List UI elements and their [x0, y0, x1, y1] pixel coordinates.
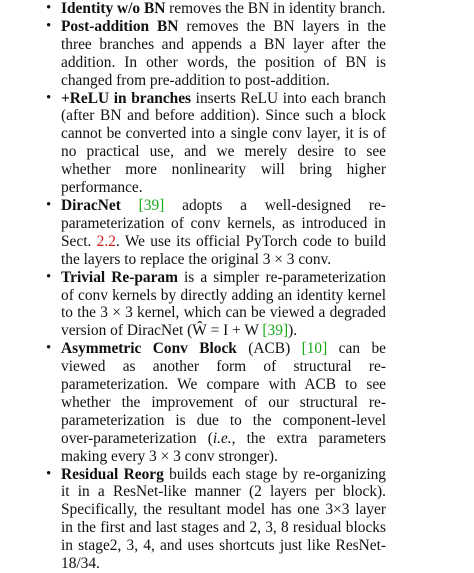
list-item-residual-reorg	[46, 466, 386, 573]
item-text: removes the BN in identity branch.	[165, 0, 386, 17]
item-text: is a simpler re-parameterization of conv kernels by directly adding an identity kernel to the 3 × 3 kernel, which can be viewed a degraded version of DiracNet (Ŵ = I + W	[61, 268, 386, 340]
italic-text: i.e.	[212, 429, 232, 447]
section-ref-link[interactable]: 2.2	[96, 232, 116, 250]
list-item-identity-wo-bn	[46, 0, 386, 18]
list-item-trivial-reparam	[46, 269, 386, 341]
item-text: (ACB)	[236, 340, 302, 358]
citation-link[interactable]: [39]	[262, 322, 289, 340]
list-item-diracnet	[46, 197, 386, 269]
item-text: builds each stage by re-organizing it in a ResNet-like manner (2 layers per block). Specifically, the resultant model has one 3×3 layer in the first and last stages and 2, 3, 8 residual blocks in stage2, 3, 4, and uses shortcuts just like ResNet-18/34.	[61, 465, 387, 573]
bullet-dot: •	[46, 196, 52, 213]
term-label: Residual Reorg	[61, 465, 164, 483]
item-text: can be viewed as another form of structural re-parameterization. We compare with ACB to see whether the improvement of our structural re-parameterization is due to the component-level over-parameterization (	[61, 340, 386, 447]
list-item-post-addition-bn	[46, 18, 386, 90]
term-label: Asymmetric Conv Block	[61, 340, 237, 358]
term-label: Post-addition BN	[61, 17, 179, 35]
bullet-dot: •	[46, 89, 52, 106]
bullet-dot: •	[46, 17, 52, 34]
bullet-dot: •	[46, 465, 52, 482]
item-text: ).	[288, 322, 298, 340]
item-text: removes the BN layers in the three branches and appends a BN layer after the addition. In other words, the position of BN is changed from pre-addition to post-addition.	[61, 17, 386, 89]
term-label: +ReLU in branches	[61, 89, 192, 107]
item-text	[121, 197, 139, 214]
citation-link[interactable]: [10]	[301, 340, 328, 358]
item-text: , the extra parameters making every 3 × 3 conv stronger).	[61, 429, 386, 465]
item-text: . We use its official PyTorch code to build the layers to replace the original 3 × 3 conv.	[61, 232, 386, 268]
item-text: adopts a well-designed re-parameterization of conv kernels, as introduced in Sect.	[61, 196, 386, 250]
term-label: DiracNet	[61, 196, 121, 214]
bullet-dot: •	[46, 268, 52, 285]
bullet-dot: •	[46, 0, 52, 16]
term-label: Identity w/o BN	[61, 0, 166, 17]
method-variant-list	[46, 0, 386, 573]
item-text: inserts ReLU into each branch (after BN and before addition). Since such a block cannot be converted into a single conv layer, it is of no practical use, and we merely desire to see whether more nonlinearity will bring higher performance.	[61, 89, 386, 197]
list-item-asymmetric-conv-block	[46, 340, 386, 465]
bullet-dot: •	[46, 340, 52, 357]
term-label: Trivial Re-param	[61, 268, 178, 286]
citation-link[interactable]: [39]	[138, 196, 165, 214]
list-item-relu-in-branches	[46, 90, 386, 197]
